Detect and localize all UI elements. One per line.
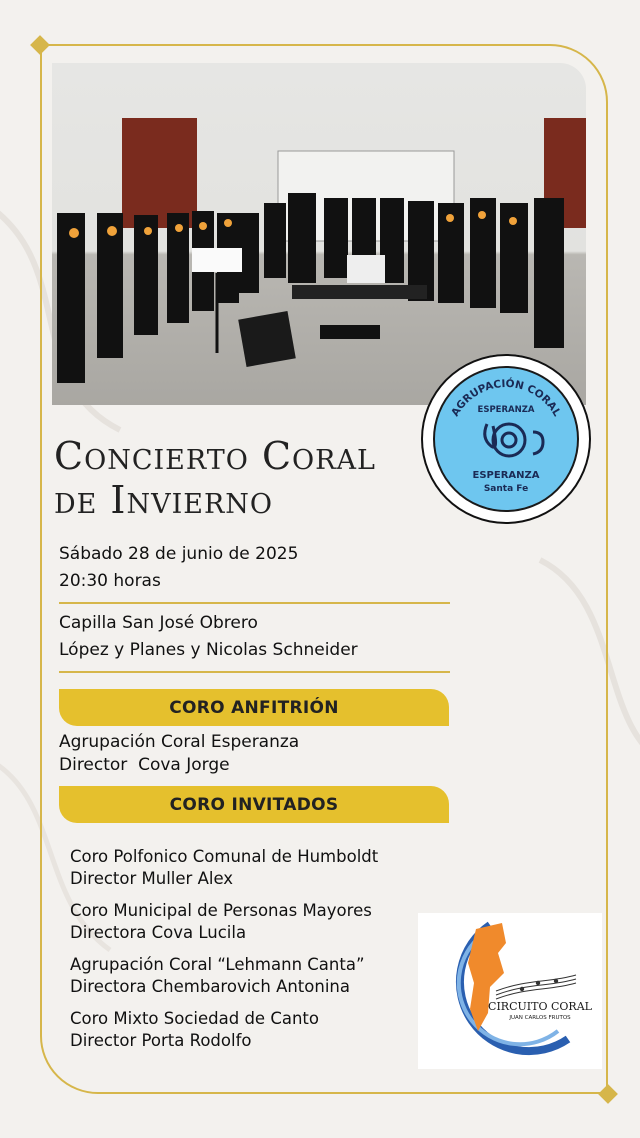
agrupacion-coral-esperanza-logo bbox=[421, 354, 591, 524]
choir-name: Agrupación Coral “Lehmann Canta” bbox=[70, 955, 365, 974]
circuit-logo-sub: JUAN CARLOS FRUTOS bbox=[509, 1015, 571, 1021]
list-item bbox=[70, 954, 378, 998]
badge-bottom-sub: Santa Fe bbox=[483, 484, 529, 494]
choir-director: Director Muller Alex bbox=[70, 869, 234, 888]
event-time: 20:30 horas bbox=[59, 571, 161, 591]
circuito-coral-logo bbox=[418, 913, 602, 1069]
event-address: López y Planes y Nicolas Schneider bbox=[59, 640, 358, 660]
choir-director: Director Porta Rodolfo bbox=[70, 1031, 252, 1050]
badge-sub-text: ESPERANZA bbox=[477, 405, 535, 415]
choir-name: Coro Polfonico Comunal de Humboldt bbox=[70, 847, 379, 866]
badge-top-text: AGRUPACIÓN CORAL bbox=[449, 377, 563, 419]
host-choir bbox=[59, 731, 299, 777]
host-choir-name: Agrupación Coral Esperanza bbox=[59, 732, 300, 752]
choir-director: Directora Cova Lucila bbox=[70, 923, 247, 942]
event-location bbox=[59, 610, 358, 664]
list-item bbox=[70, 900, 378, 944]
title-line-1: Concierto Coral bbox=[54, 434, 376, 478]
list-item bbox=[70, 846, 378, 890]
badge-bottom-text: ESPERANZA bbox=[472, 470, 540, 481]
event-date: Sábado 28 de junio de 2025 bbox=[59, 544, 299, 564]
choir-name: Coro Municipal de Personas Mayores bbox=[70, 901, 372, 920]
title-line-2: de Invierno bbox=[54, 478, 274, 522]
divider bbox=[59, 671, 450, 673]
guests-heading: CORO INVITADOS bbox=[59, 786, 449, 823]
host-heading: CORO ANFITRIÓN bbox=[59, 689, 449, 726]
host-director: Director Cova Jorge bbox=[59, 755, 230, 775]
event-venue: Capilla San José Obrero bbox=[59, 613, 258, 633]
list-item bbox=[70, 1008, 378, 1052]
divider bbox=[59, 602, 450, 604]
choir-name: Coro Mixto Sociedad de Canto bbox=[70, 1009, 319, 1028]
choir-director: Directora Chembarovich Antonina bbox=[70, 977, 350, 996]
circuit-logo-name: CIRCUITO CORAL bbox=[488, 1000, 592, 1013]
event-datetime bbox=[59, 541, 298, 595]
guest-choir-list bbox=[70, 846, 378, 1062]
event-title bbox=[54, 434, 414, 522]
